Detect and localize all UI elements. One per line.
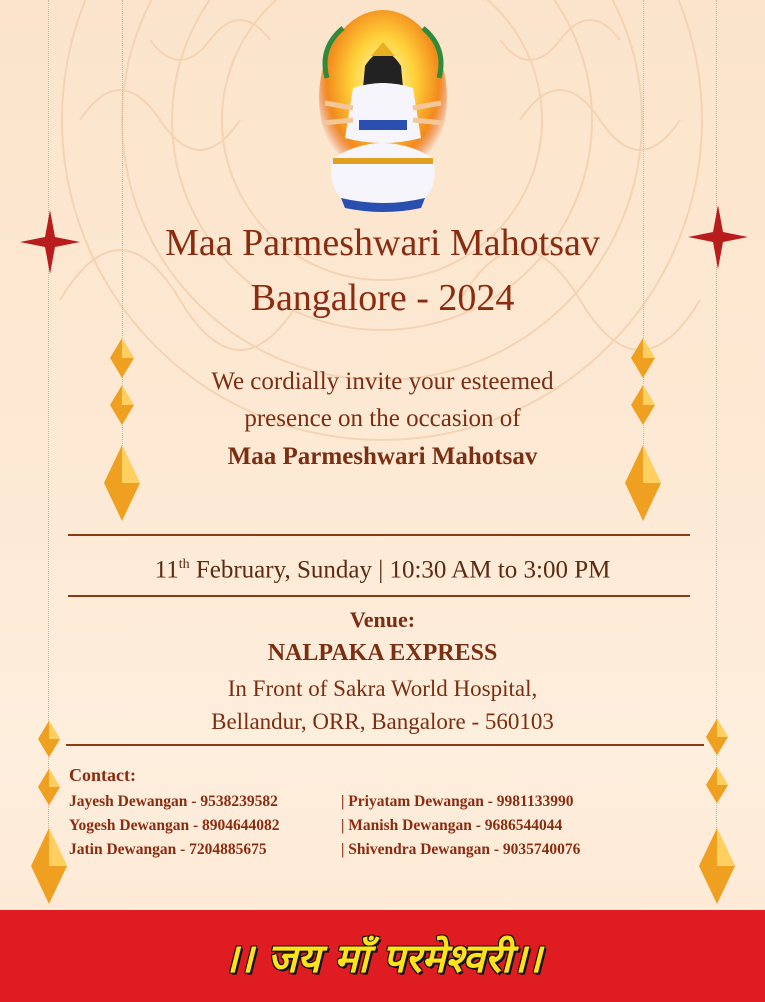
contact-left: Jatin Dewangan - 7204885675 bbox=[69, 841, 267, 858]
venue-address-line: Bellandur, ORR, Bangalore - 560103 bbox=[211, 709, 554, 734]
event-title: Maa Parmeshwari Mahotsav bbox=[165, 222, 600, 264]
contact-row bbox=[69, 839, 580, 861]
event-date-rest: February, Sunday bbox=[189, 556, 372, 584]
event-subtitle: Bangalore - 2024 bbox=[250, 277, 515, 319]
contact-right: | Manish Dewangan - 9686544044 bbox=[341, 817, 563, 834]
divider bbox=[66, 744, 704, 746]
hanging-diamond-ornament-icon bbox=[706, 766, 728, 804]
contact-row bbox=[69, 791, 573, 813]
goddess-image-icon bbox=[313, 8, 453, 218]
contact-left: Jayesh Dewangan - 9538239582 bbox=[69, 793, 278, 810]
event-time: 10:30 AM to 3:00 PM bbox=[389, 556, 611, 584]
event-separator: | bbox=[371, 556, 390, 584]
invitation-line: presence on the occasion of bbox=[244, 405, 521, 432]
banner-text: ।। जय माँ परमेश्वरी।। bbox=[223, 935, 542, 982]
footer-banner bbox=[0, 910, 765, 1002]
hanging-diamond-ornament-icon bbox=[38, 768, 60, 806]
venue-name: NALPAKA EXPRESS bbox=[267, 640, 498, 666]
event-day: 11 bbox=[154, 556, 179, 584]
hanging-diamond-ornament-icon bbox=[31, 828, 67, 904]
hanging-diamond-ornament-icon bbox=[699, 828, 735, 904]
divider bbox=[68, 534, 690, 536]
event-day-suffix: th bbox=[178, 557, 190, 572]
contact-left: Yogesh Dewangan - 8904644082 bbox=[69, 817, 280, 834]
event-datetime bbox=[0, 547, 765, 588]
invitation-line: We cordially invite your esteemed bbox=[211, 368, 554, 395]
venue-label: Venue: bbox=[349, 607, 416, 632]
venue-address-line: In Front of Sakra World Hospital, bbox=[227, 676, 538, 701]
contact-row bbox=[69, 815, 562, 837]
divider bbox=[68, 595, 690, 597]
invitation-event-name: Maa Parmeshwari Mahotsav bbox=[227, 443, 538, 470]
contact-label: Contact: bbox=[69, 765, 136, 785]
contact-right: | Priyatam Dewangan - 9981133990 bbox=[341, 793, 574, 810]
contact-right: | Shivendra Dewangan - 9035740076 bbox=[341, 841, 581, 858]
